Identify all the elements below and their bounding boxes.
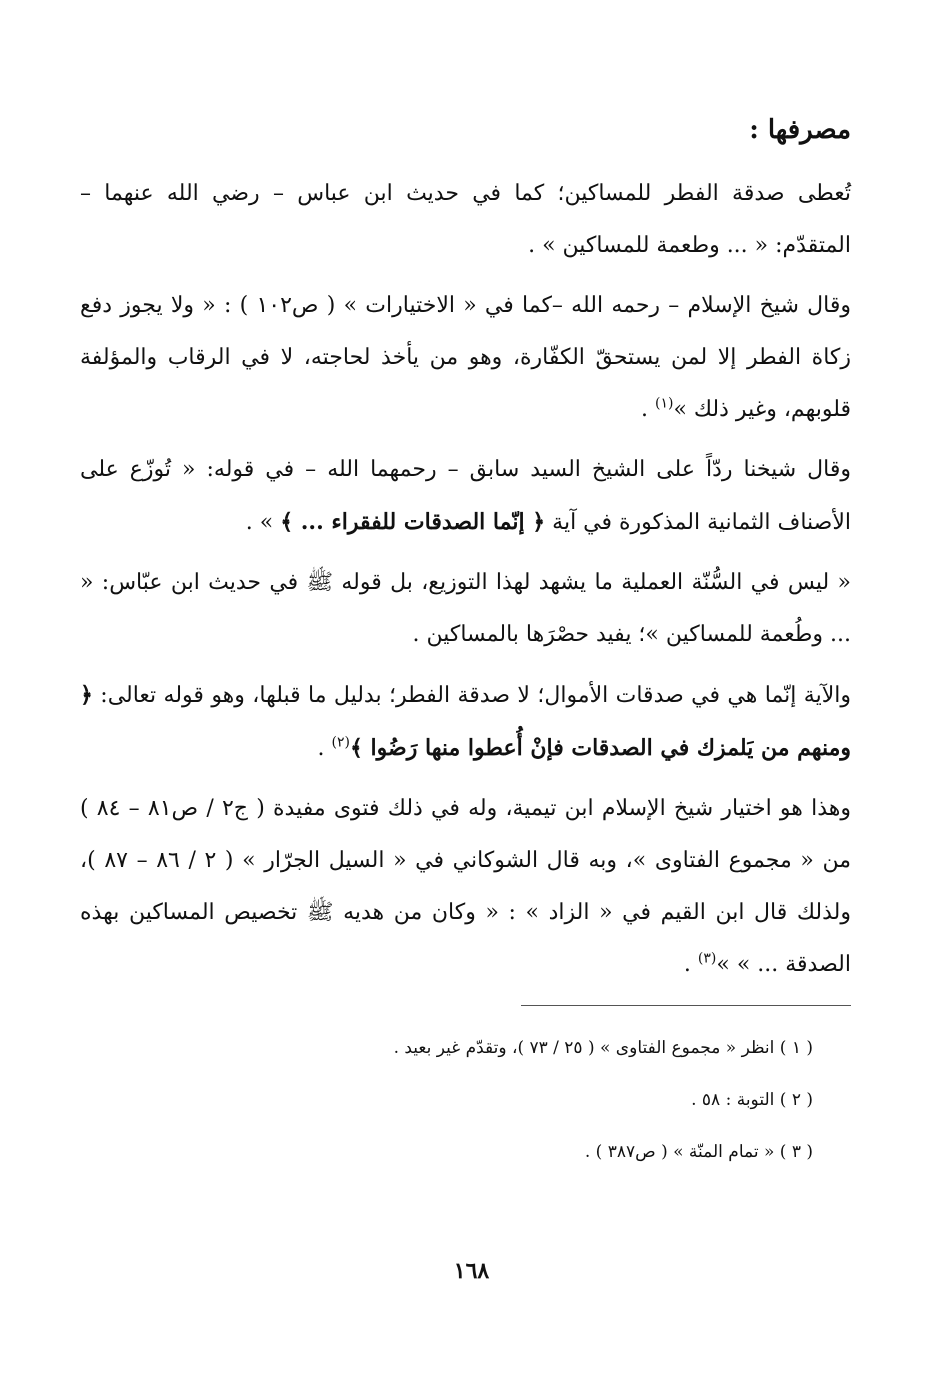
footnote-divider: [521, 1005, 851, 1006]
paragraph-3: [80, 444, 851, 549]
paragraph-6-end: .: [683, 952, 698, 977]
footnote-ref-2[interactable]: (٢): [331, 734, 350, 751]
paragraph-4: « ليس في السُّنّة العملية ما يشهد لهذا التوزيع، بل قوله ﷺ في حديث ابن عبّاس: « ... وطُعمة للمساكين »؛ يفيد حصْرَها بالمساكين .: [80, 570, 851, 647]
section-heading: مصرفها :: [749, 115, 851, 145]
footnote-ref-1[interactable]: (١): [654, 395, 674, 412]
paragraph-6-text: وهذا هو اختيار شيخ الإسلام ابن تيمية، وله في ذلك فتوى مفيدة ( ج٢ / ص٨١ – ٨٤ ) من « مجموع الفتاوى »، وبه قال الشوكاني في « السيل الجرّار » ( ٢ / ٨٦ – ٨٧ )، ولذلك قال ابن القيم في « الزاد » : « وكان من هديه ﷺ تخصيص المساكين بهذه الصدقة ... » »: [80, 796, 851, 977]
footnote-3: ( ٣ ) « تمام المنّة » ( ص٣٨٧ ) .: [584, 1142, 813, 1162]
main-text: [80, 110, 851, 999]
paragraph-2: [80, 280, 851, 436]
footnotes: [80, 1022, 813, 1178]
paragraph-6: [80, 783, 851, 991]
paragraph-3-text: وقال شيخنا ردّاً على الشيخ السيد سابق – رحمهما الله – في قوله: « تُوزّع على الأصناف الثمانية المذكورة في آية: [80, 457, 851, 535]
footnote-2: ( ٢ ) التوبة : ٥٨ .: [691, 1090, 813, 1110]
paragraph-3-end: » .: [245, 510, 281, 535]
paragraph-5-end: .: [317, 736, 332, 761]
footnote-ref-3[interactable]: (٣): [697, 950, 717, 967]
paragraph-2-end: .: [640, 397, 655, 422]
quran-quote-2: ﴿ ومنهم من يَلمزك في الصدقات فإنْ أُعطوا منها رَضُوا ﴾: [80, 682, 851, 761]
quran-quote-1: ﴿ إنّما الصدقات للفقراء ... ﴾: [280, 509, 546, 535]
footnote-1: ( ١ ) انظر « مجموع الفتاوى » ( ٢٥ / ٧٣ )، وتقدّم غير بعيد .: [393, 1038, 813, 1058]
page-number: ١٦٨: [453, 1258, 490, 1284]
paragraph-1: تُعطى صدقة الفطر للمساكين؛ كما في حديث ابن عباس – رضي الله عنهما – المتقدّم: « ... وطعمة للمساكين » .: [80, 181, 851, 258]
paragraph-5-text: والآية إنّما هي في صدقات الأموال؛ لا صدقة الفطر؛ بدليل ما قبلها، وهو قوله تعالى:: [92, 683, 851, 708]
paragraph-5: [80, 669, 851, 775]
paragraph-2-text: وقال شيخ الإسلام – رحمه الله –كما في « الاختيارات » ( ص١٠٢ ) : « ولا يجوز دفع زكاة الفطر إلا لمن يستحقّ الكفّارة، وهو من يأخذ لحاجته، لا في الرقاب والمؤلفة قلوبهم، وغير ذلك »: [80, 293, 851, 422]
